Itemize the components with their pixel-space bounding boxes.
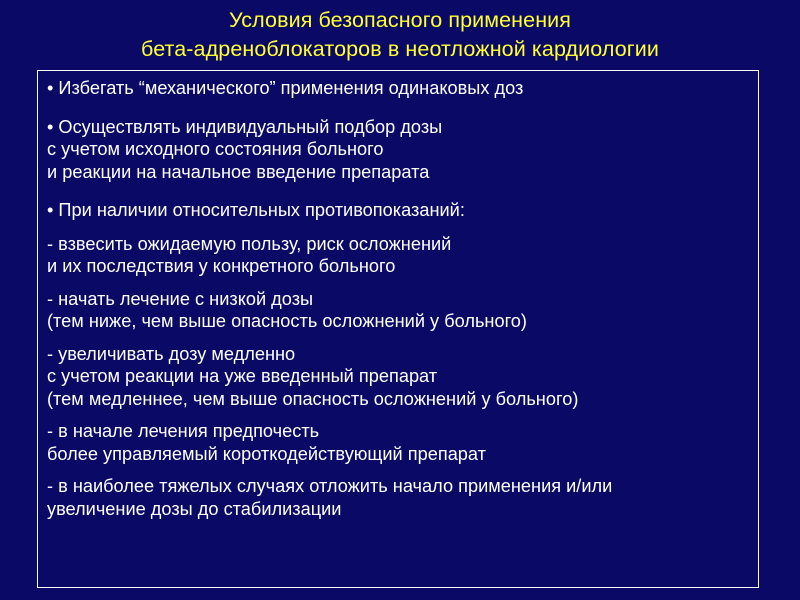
text-line: - в начале лечения предпочесть	[47, 421, 320, 441]
slide-title	[0, 6, 800, 64]
text-line: • Избегать “механического” применения одинаковых доз	[47, 78, 524, 98]
text-line: - начать лечение с низкой дозы	[47, 288, 314, 309]
text-line: с учетом реакции на уже введенный препарат	[47, 366, 438, 386]
subitem-prefer-short-acting	[47, 420, 758, 465]
text-line: с учетом исходного состояния больного	[47, 139, 384, 159]
text-line: более управляемый короткодействующий препарат	[47, 443, 486, 464]
text-line: и их последствия у конкретного больного	[47, 256, 396, 276]
text-line: - в наиболее тяжелых случаях отложить начало применения и/или	[47, 476, 613, 496]
bullet-individual-dose-selection	[47, 116, 758, 184]
title-line-1: Условия безопасного применения	[228, 8, 572, 32]
text-line: - увеличивать дозу медленно	[47, 343, 296, 364]
text-line: увеличение дозы до стабилизации	[47, 498, 342, 519]
content-box	[37, 70, 759, 588]
subitem-start-low-dose	[47, 288, 758, 333]
text-line: - взвесить ожидаемую пользу, риск осложнений	[47, 233, 452, 254]
text-line: (тем ниже, чем выше опасность осложнений у больного)	[47, 311, 527, 331]
bullet-avoid-mechanical-dosing	[47, 77, 758, 100]
subitem-increase-dose-slowly	[47, 343, 758, 411]
bullet-relative-contraindications	[47, 199, 758, 222]
subitem-postpone-in-severe-cases	[47, 475, 758, 520]
text-line: • Осуществлять индивидуальный подбор дозы	[47, 116, 443, 137]
title-line-2: бета-адреноблокаторов в неотложной кардиологии	[141, 37, 659, 61]
text-line: • При наличии относительных противопоказаний:	[47, 200, 465, 220]
text-line: (тем медленнее, чем выше опасность осложнений у больного)	[47, 388, 579, 409]
subitem-weigh-benefit-risk	[47, 233, 758, 278]
text-line: и реакции на начальное введение препарата	[47, 161, 430, 182]
